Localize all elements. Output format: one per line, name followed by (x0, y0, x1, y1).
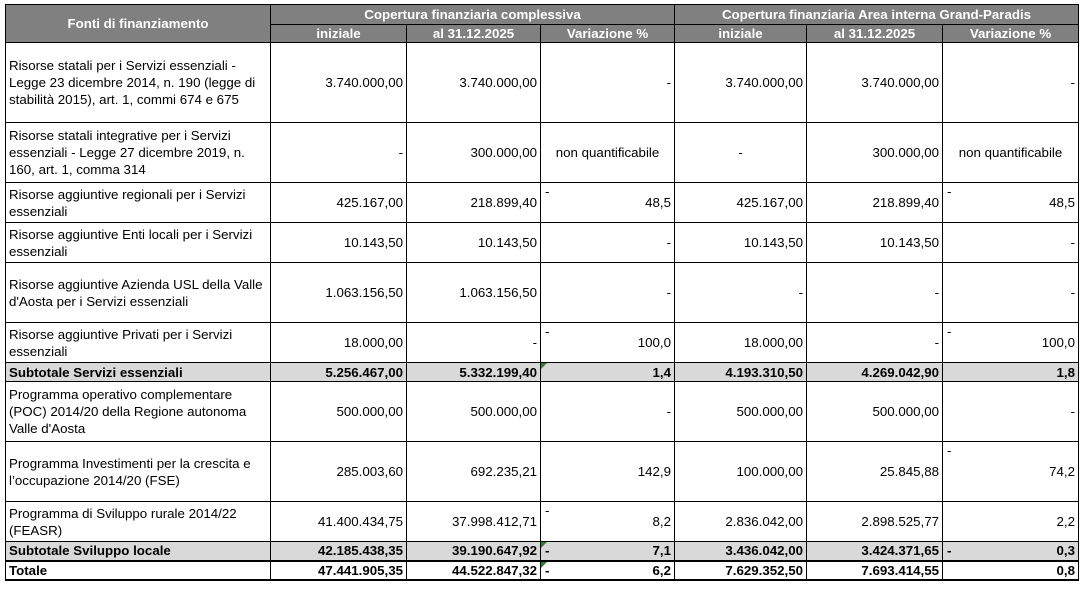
cell-al-31-12-2025-2: 4.269.042,90 (807, 363, 943, 382)
cell-al-31-12-2025-2: 3.424.371,65 (807, 542, 943, 561)
variation-value: 8,2 (652, 514, 671, 529)
row-label: Risorse aggiuntive Enti locali per i Servizi essenziali (6, 223, 271, 263)
cell-al-31-12-2025-2: 10.143,50 (807, 223, 943, 263)
cell-al-31-12-2025-2: 218.899,40 (807, 183, 943, 223)
variation-value: - (666, 75, 671, 90)
row-label: Subtotale Sviluppo locale (6, 542, 271, 561)
cell-al-31-12-2025-2: 25.845,88 (807, 442, 943, 502)
cell-al-31-12-2025-2: 500.000,00 (807, 382, 943, 442)
cell-iniziale-1: 285.003,60 (271, 442, 407, 502)
variation-value: - (1070, 404, 1075, 419)
cell-variazione-2 (943, 223, 1079, 263)
cell-iniziale-2: 10.143,50 (675, 223, 807, 263)
table-row (6, 123, 1079, 183)
cell-variazione-1 (541, 561, 675, 580)
cell-variazione-2 (943, 183, 1079, 223)
cell-variazione-1 (541, 363, 675, 382)
cell-iniziale-1: 42.185.438,35 (271, 542, 407, 561)
cell-iniziale-2: 3.436.042,00 (675, 542, 807, 561)
variation-value: 7,1 (652, 543, 671, 559)
cell-iniziale-1: 41.400.434,75 (271, 502, 407, 542)
cell-variazione-2 (943, 542, 1079, 561)
header-group-complessiva: Copertura finanziaria complessiva (271, 5, 675, 25)
row-label: Risorse statali integrative per i Servizi essenziali - Legge 27 dicembre 2019, n. 160, art. 1, comma 314 (6, 123, 271, 183)
table-row (6, 382, 1079, 442)
cell-variazione-1 (541, 542, 675, 561)
table-row (6, 442, 1079, 502)
negative-sign: - (947, 324, 952, 339)
variation-value: - (1070, 235, 1075, 250)
variation-value: 6,2 (652, 562, 671, 578)
cell-al-31-12-2025-1: 10.143,50 (407, 223, 541, 263)
cell-al-31-12-2025-2: 3.740.000,00 (807, 43, 943, 123)
cell-variazione-2: non quantificabile (943, 123, 1079, 183)
cell-al-31-12-2025-2: 300.000,00 (807, 123, 943, 183)
cell-variazione-1 (541, 502, 675, 542)
cell-al-31-12-2025-2: 7.693.414,55 (807, 561, 943, 580)
cell-variazione-2 (943, 382, 1079, 442)
variation-value: - (1070, 75, 1075, 90)
cell-iniziale-2: 500.000,00 (675, 382, 807, 442)
header-iniziale-1: iniziale (271, 25, 407, 43)
variation-value: 74,2 (1049, 464, 1075, 479)
variation-value: 1,8 (1056, 364, 1075, 380)
cell-variazione-1 (541, 183, 675, 223)
table-row (6, 43, 1079, 123)
cell-al-31-12-2025-1: 500.000,00 (407, 382, 541, 442)
cell-iniziale-2: 18.000,00 (675, 323, 807, 363)
variation-value: 0,3 (1056, 543, 1075, 559)
row-label: Risorse aggiuntive Privati per i Servizi essenziali (6, 323, 271, 363)
cell-iniziale-2: 3.740.000,00 (675, 43, 807, 123)
financing-table (5, 4, 1079, 581)
cell-variazione-1 (541, 382, 675, 442)
cell-variazione-1: non quantificabile (541, 123, 675, 183)
variation-value: 48,5 (1049, 195, 1075, 210)
cell-al-31-12-2025-1: 44.522.847,32 (407, 561, 541, 580)
cell-variazione-2 (943, 561, 1079, 580)
cell-al-31-12-2025-1: 3.740.000,00 (407, 43, 541, 123)
variation-value: - (666, 285, 671, 300)
cell-variazione-1 (541, 223, 675, 263)
cell-al-31-12-2025-1: 692.235,21 (407, 442, 541, 502)
row-label: Totale (6, 561, 271, 580)
row-label: Programma Investimenti per la crescita e l’occupazione 2014/20 (FSE) (6, 442, 271, 502)
negative-sign: - (947, 184, 952, 199)
cell-variazione-2 (943, 442, 1079, 502)
variation-value: 100,0 (637, 335, 671, 350)
cell-variazione-2 (943, 43, 1079, 123)
cell-variazione-2 (943, 502, 1079, 542)
cell-iniziale-1: - (271, 123, 407, 183)
negative-sign: - (947, 543, 952, 558)
variation-value: 2,2 (1056, 514, 1075, 529)
row-label: Programma di Sviluppo rurale 2014/22 (FEASR) (6, 502, 271, 542)
row-label: Risorse statali per i Servizi essenziali - Legge 23 dicembre 2014, n. 190 (legge di stabilità 2015), art. 1, commi 674 e 675 (6, 43, 271, 123)
table-row (6, 502, 1079, 542)
cell-al-31-12-2025-1: 39.190.647,92 (407, 542, 541, 561)
negative-sign: - (545, 543, 550, 558)
cell-al-31-12-2025-1: 300.000,00 (407, 123, 541, 183)
header-al-31-12-2025-1: al 31.12.2025 (407, 25, 541, 43)
cell-iniziale-2: - (675, 263, 807, 323)
header-variazione-2: Variazione % (943, 25, 1079, 43)
cell-iniziale-1: 18.000,00 (271, 323, 407, 363)
variation-value: - (666, 404, 671, 419)
row-label: Programma operativo complementare (POC) 2014/20 della Regione autonoma Valle d'Aosta (6, 382, 271, 442)
negative-sign: - (545, 503, 550, 518)
cell-iniziale-2: 425.167,00 (675, 183, 807, 223)
cell-variazione-1 (541, 263, 675, 323)
negative-sign: - (545, 324, 550, 339)
cell-variazione-2 (943, 263, 1079, 323)
variation-value: - (666, 235, 671, 250)
variation-value: 1,4 (652, 364, 671, 380)
table-row (6, 263, 1079, 323)
cell-variazione-2 (943, 363, 1079, 382)
cell-iniziale-1: 500.000,00 (271, 382, 407, 442)
cell-iniziale-1: 47.441.905,35 (271, 561, 407, 580)
cell-al-31-12-2025-2: - (807, 263, 943, 323)
cell-iniziale-1: 10.143,50 (271, 223, 407, 263)
cell-iniziale-1: 5.256.467,00 (271, 363, 407, 382)
variation-value: 0,8 (1056, 562, 1075, 578)
header-variazione-1: Variazione % (541, 25, 675, 43)
cell-iniziale-1: 425.167,00 (271, 183, 407, 223)
table-row (6, 323, 1079, 363)
row-label: Subtotale Servizi essenziali (6, 363, 271, 382)
variation-value: - (1070, 285, 1075, 300)
variation-value: 142,9 (637, 464, 671, 479)
cell-iniziale-2: 100.000,00 (675, 442, 807, 502)
cell-iniziale-2: 2.836.042,00 (675, 502, 807, 542)
cell-iniziale-2: 4.193.310,50 (675, 363, 807, 382)
cell-al-31-12-2025-2: 2.898.525,77 (807, 502, 943, 542)
row-label: Risorse aggiuntive Azienda USL della Valle d'Aosta per i Servizi essenziali (6, 263, 271, 323)
cell-iniziale-1: 1.063.156,50 (271, 263, 407, 323)
cell-al-31-12-2025-1: 37.998.412,71 (407, 502, 541, 542)
header-fonti: Fonti di finanziamento (6, 5, 271, 43)
total-row (6, 561, 1079, 580)
header-group-area-interna: Copertura finanziaria Area interna Grand-Paradis (675, 5, 1079, 25)
cell-al-31-12-2025-2: - (807, 323, 943, 363)
variation-value: 48,5 (645, 195, 671, 210)
cell-al-31-12-2025-1: 218.899,40 (407, 183, 541, 223)
cell-variazione-1 (541, 323, 675, 363)
negative-sign: - (545, 184, 550, 199)
header-al-31-12-2025-2: al 31.12.2025 (807, 25, 943, 43)
variation-value: 100,0 (1041, 335, 1075, 350)
negative-sign: - (545, 562, 550, 578)
cell-variazione-1 (541, 442, 675, 502)
table-row (6, 183, 1079, 223)
subtotal-row (6, 363, 1079, 382)
table-row (6, 223, 1079, 263)
cell-variazione-2 (943, 323, 1079, 363)
cell-iniziale-2: 7.629.352,50 (675, 561, 807, 580)
error-marker-icon (541, 363, 547, 369)
cell-al-31-12-2025-1: - (407, 323, 541, 363)
cell-iniziale-1: 3.740.000,00 (271, 43, 407, 123)
row-label: Risorse aggiuntive regionali per i Servizi essenziali (6, 183, 271, 223)
cell-al-31-12-2025-1: 1.063.156,50 (407, 263, 541, 323)
negative-sign: - (947, 443, 952, 458)
cell-al-31-12-2025-1: 5.332.199,40 (407, 363, 541, 382)
header-iniziale-2: iniziale (675, 25, 807, 43)
cell-variazione-1 (541, 43, 675, 123)
subtotal-row (6, 542, 1079, 561)
cell-iniziale-2: - (675, 123, 807, 183)
